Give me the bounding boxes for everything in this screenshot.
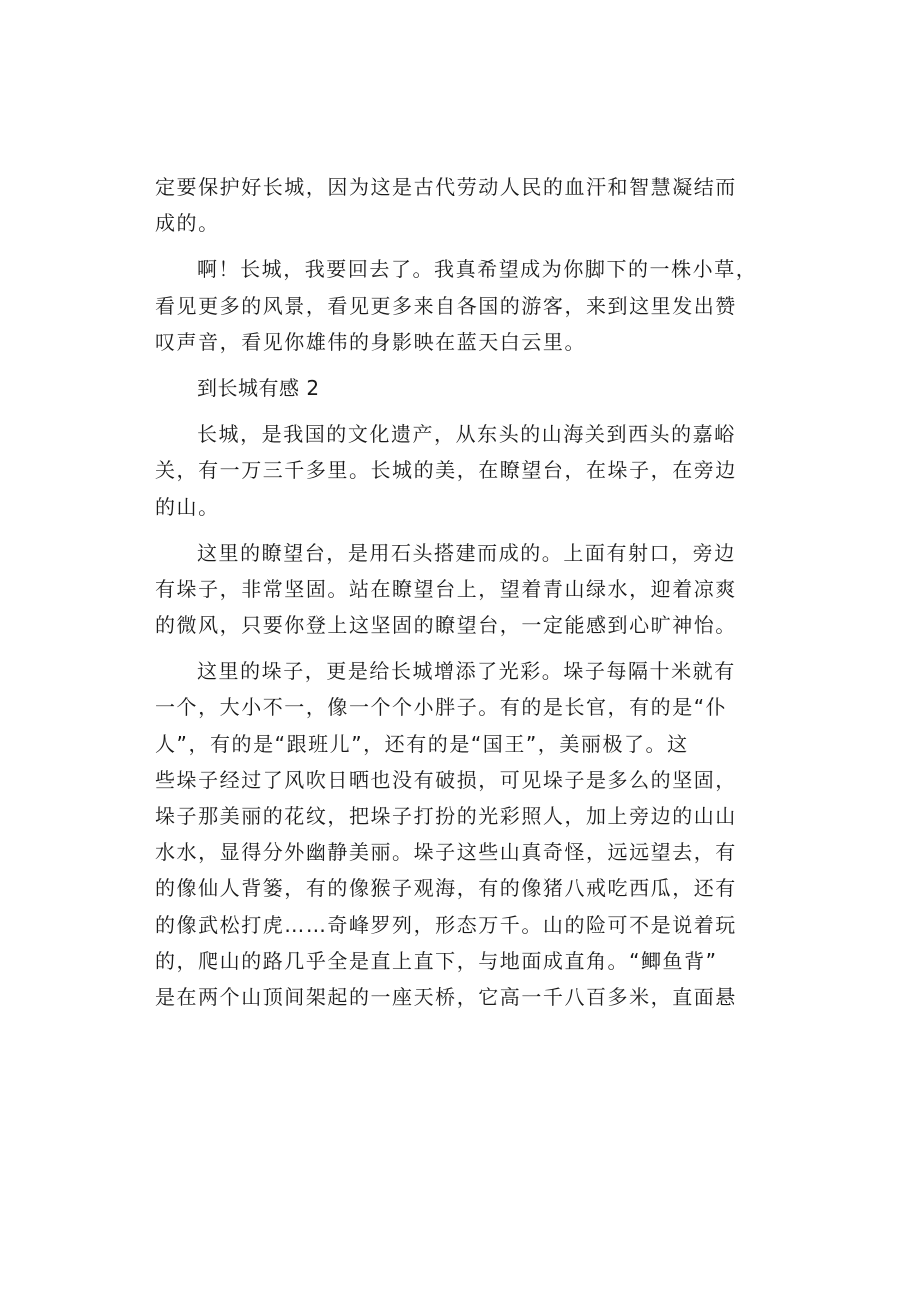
text-line: 的像仙人背篓，有的像猴子观海，有的像猪八戒吃西瓜，还有 — [155, 876, 737, 901]
text-line: 这里的瞭望台，是用石头搭建而成的。上面有射口，旁边 — [197, 540, 736, 565]
text-line: 些垛子经过了风吹日晒也没有破损，可见垛子是多么的坚固， — [155, 767, 737, 792]
text-line: 定要保护好长城，因为这是古代劳动人民的血汗和智慧凝结而 — [155, 175, 737, 199]
text-line: 人”，有的是“跟班儿”，还有的是“国王”，美丽极了。这 — [155, 731, 689, 756]
paragraph — [155, 169, 755, 241]
section-heading — [155, 370, 755, 406]
text-line: 这里的垛子，更是给长城增添了光彩。垛子每隔十米就有 — [197, 659, 736, 684]
text-line: 水水，显得分外幽静美丽。垛子这些山真奇怪，远远望去，有 — [155, 840, 737, 865]
paragraph — [155, 535, 755, 644]
paragraph — [155, 251, 758, 360]
text-line: 啊！长城，我要回去了。我真希望成为你脚下的一株小草， — [197, 257, 758, 282]
text-line: 的山。 — [155, 494, 220, 519]
text-line: 长城，是我国的文化遗产，从东头的山海关到西头的嘉峪 — [197, 422, 736, 447]
text-line: 垛子那美丽的花纹，把垛子打扮的光彩照人，加上旁边的山山 — [155, 804, 737, 828]
text-line: 叹声音，看见你雄伟的身影映在蓝天白云里。 — [155, 329, 586, 354]
text-line: 关，有一万三千多里。长城的美，在瞭望台，在垛子，在旁边 — [155, 458, 737, 483]
document-body — [155, 169, 758, 1015]
paragraph — [155, 653, 755, 1015]
heading-text: 到长城有感 2 — [197, 375, 320, 400]
text-line: 看见更多的风景，看见更多来自各国的游客，来到这里发出赞 — [155, 293, 737, 318]
text-line: 的微风，只要你登上这坚固的瞭望台，一定能感到心旷神怡。 — [155, 613, 737, 638]
text-line: 是在两个山顶间架起的一座天桥，它高一千八百多米，直面悬 — [155, 984, 737, 1009]
paragraph — [155, 416, 755, 525]
text-line: 一个，大小不一，像一个个小胖子。有的是长官，有的是“仆 — [155, 695, 728, 720]
text-line: 的，爬山的路几乎全是直上直下，与地面成直角。“鲫鱼背” — [155, 948, 718, 973]
text-line: 成的。 — [155, 211, 220, 236]
text-line: 有垛子，非常坚固。站在瞭望台上，望着青山绿水，迎着凉爽 — [155, 576, 737, 601]
text-line: 的像武松打虎……奇峰罗列，形态万千。山的险可不是说着玩 — [155, 912, 737, 937]
